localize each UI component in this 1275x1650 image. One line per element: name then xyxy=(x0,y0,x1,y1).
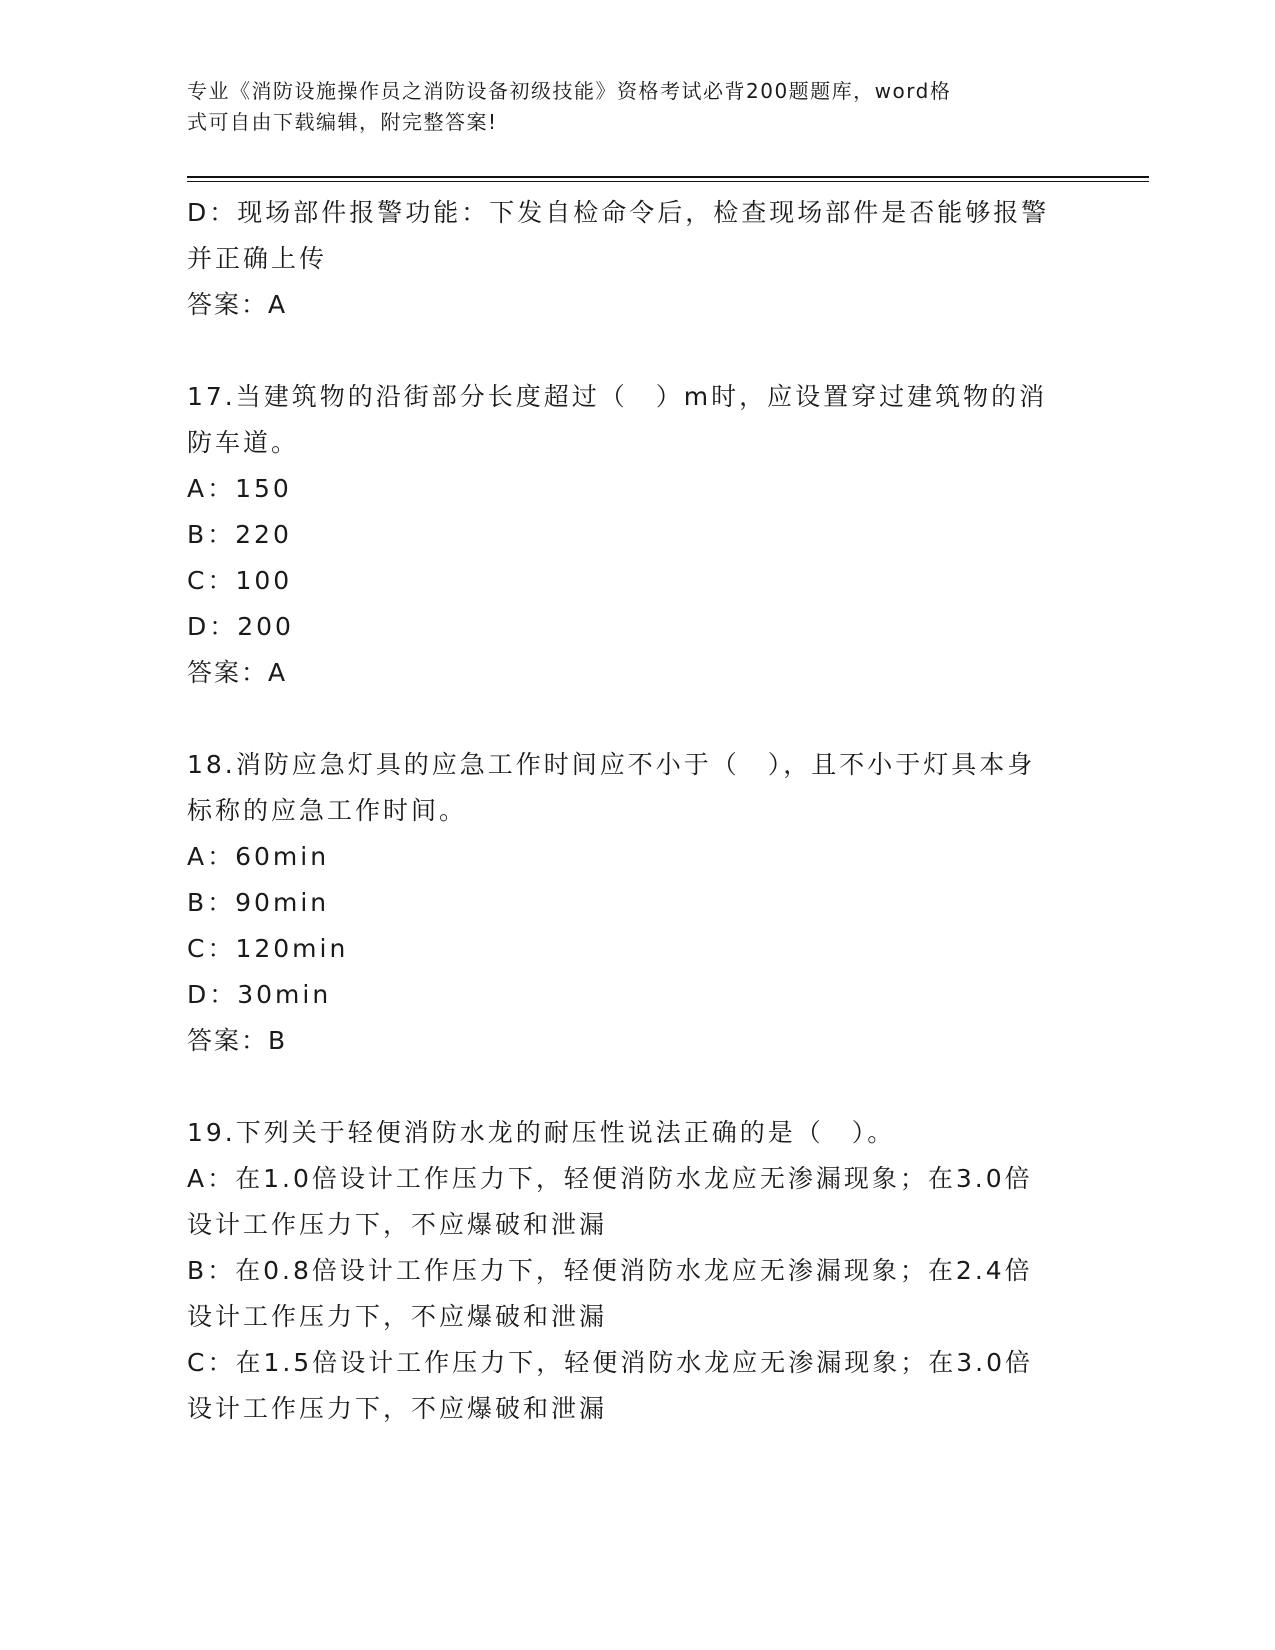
spacer xyxy=(187,696,1077,742)
question-17-option-a: A：150 xyxy=(187,474,292,503)
question-18-option-a: A：60min xyxy=(187,842,330,871)
question-19-option-c-line-1: C：在1.5倍设计工作压力下，轻便消防水龙应无渗漏现象；在3.0倍 xyxy=(187,1348,1033,1377)
page-header xyxy=(187,76,1067,138)
option-d-line-2: 并正确上传 xyxy=(187,244,328,273)
question-19-option-b-line-1: B：在0.8倍设计工作压力下，轻便消防水龙应无渗漏现象；在2.4倍 xyxy=(187,1256,1033,1285)
question-19-option-b-line-2: 设计工作压力下，不应爆破和泄漏 xyxy=(187,1302,608,1331)
question-17-option-c: C：100 xyxy=(187,566,293,595)
header-rule-thin xyxy=(187,181,1149,182)
question-18-option-b: B：90min xyxy=(187,888,330,917)
question-19-option-c-line-2: 设计工作压力下，不应爆破和泄漏 xyxy=(187,1394,608,1423)
question-18-stem-line-1: 18.消防应急灯具的应急工作时间应不小于（ ），且不小于灯具本身 xyxy=(187,750,1036,779)
question-17-stem-line-1: 17.当建筑物的沿街部分长度超过（ ）m时，应设置穿过建筑物的消 xyxy=(187,382,1048,411)
header-line-1: 专业《消防设施操作员之消防设备初级技能》资格考试必背200题题库，word格 xyxy=(187,79,952,103)
question-17-answer: 答案：A xyxy=(187,658,288,687)
question-17-option-d: D：200 xyxy=(187,612,294,641)
question-19-block xyxy=(187,1110,1077,1432)
question-18-answer: 答案：B xyxy=(187,1026,288,1055)
spacer xyxy=(187,328,1077,374)
question-18-stem-line-2: 标称的应急工作时间。 xyxy=(187,796,468,825)
question-17-stem-line-2: 防车道。 xyxy=(187,428,300,457)
question-18-block xyxy=(187,742,1077,1064)
answer-line: 答案：A xyxy=(187,290,288,319)
question-19-option-a-line-2: 设计工作压力下，不应爆破和泄漏 xyxy=(187,1210,608,1239)
question-18-option-d: D：30min xyxy=(187,980,332,1009)
option-d-line-1: D：现场部件报警功能：下发自检命令后，检查现场部件是否能够报警 xyxy=(187,198,1050,227)
spacer xyxy=(187,1064,1077,1110)
header-rule-thick xyxy=(187,176,1149,178)
question-17-block xyxy=(187,374,1077,696)
question-17-option-b: B：220 xyxy=(187,520,292,549)
question-19-stem: 19.下列关于轻便消防水龙的耐压性说法正确的是（ ）。 xyxy=(187,1118,896,1147)
question-content xyxy=(187,190,1077,1432)
question-18-option-c: C：120min xyxy=(187,934,349,963)
prev-question-block xyxy=(187,190,1077,328)
header-line-2: 式可自由下载编辑，附完整答案! xyxy=(187,110,498,134)
question-19-option-a-line-1: A：在1.0倍设计工作压力下，轻便消防水龙应无渗漏现象；在3.0倍 xyxy=(187,1164,1033,1193)
